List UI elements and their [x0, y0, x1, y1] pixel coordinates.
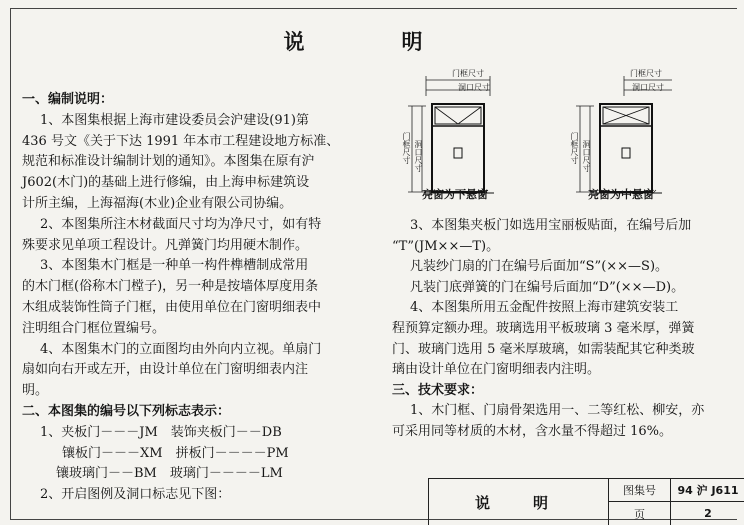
text-line: 璃由设计单位在门窗明细表内注明。 [392, 362, 601, 378]
text-line: 镶玻璃门－－BM 玻璃门－－－－LM [56, 466, 283, 482]
text-line: 可采用同等材质的木材，含水量不得超过 16%。 [392, 424, 673, 439]
atlas-number-value: 94 沪 J611 [671, 479, 744, 502]
title-block [428, 478, 744, 525]
text-line: 1、本图集根据上海市建设委员会沪建设(91)第 [40, 112, 309, 128]
atlas-number-label: 图集号 [609, 479, 671, 502]
text-line: 凡装门底弹簧的门在编号后面加“D”(××—D)。 [410, 279, 685, 295]
frame-size-label-side: 门框尺寸 [402, 132, 411, 164]
text-line: 1、木门框、门扇骨架选用一、二等红松、柳安，亦 [410, 403, 705, 419]
door-diagram-bottom-hung [404, 70, 514, 210]
text-line: 明。 [22, 383, 49, 399]
title-block-name: 说 明 [429, 479, 609, 525]
text-line: 1、夹板门－－－JM 装饰夹板门－－DB [40, 424, 282, 440]
text-line: 2、开启图例及洞口标志见下图： [40, 487, 231, 503]
opening-size-label-side: 洞口尺寸 [582, 140, 591, 172]
opening-size-label-top: 洞口尺寸 [632, 83, 664, 92]
text-line: 殊要求见单项工程设计。凡弹簧门均用硬木制作。 [22, 237, 309, 253]
text-line: 3、本图集夹板门如选用宝丽板贴面，在编号后加 [410, 218, 692, 233]
page-number-value: 2 [704, 507, 712, 520]
text-line: 的木门框(俗称木门樘子)，另一种是按墙体厚度用条 [22, 279, 319, 295]
text-line: 4、本图集木门的立面图均由外向内立视。单扇门 [40, 341, 322, 357]
text-line: 门、玻璃门选用 5 毫米厚玻璃，如需装配其它种类玻 [392, 341, 695, 357]
text-line: 镶板门－－－XM 拼板门－－－－PM [62, 445, 289, 461]
frame-size-label-top: 门框尺寸 [630, 69, 662, 78]
text-line: 木组成装饰性筒子门框，由使用单位在门窗明细表中 [22, 300, 322, 315]
frame-size-label-top: 门框尺寸 [452, 69, 484, 78]
text-line: 规范和标准设计编制计划的通知》。本图集在原有沪 [22, 154, 315, 170]
text-line: 注明组合门框位置编号。 [22, 320, 166, 336]
opening-size-label-side: 洞口尺寸 [414, 140, 423, 172]
page-title: 说 明 [283, 30, 461, 54]
text-line: 扇如向右开或左开，由设计单位在门窗明细表内注 [22, 362, 309, 378]
text-line: 凡装纱门扇的门在编号后面加“S”(××—S)。 [410, 259, 669, 275]
text-line: 436 号文《关于下达 1991 年本市工程建设地方标准、 [22, 133, 340, 149]
text-line: 程预算定额办理。玻璃选用平板玻璃 3 毫米厚，弹簧 [392, 321, 695, 336]
text-line: 2、本图集所注木材截面尺寸均为净尺寸，如有特 [40, 216, 322, 232]
section-heading: 二、本图集的编号以下列标志表示： [22, 404, 231, 419]
text-line: “T”(JM××—T)。 [392, 238, 500, 254]
text-line: J602(木门)的基础上进行修编，由上海申标建筑设 [22, 175, 310, 191]
opening-size-label-top: 洞口尺寸 [458, 83, 490, 92]
diagram-caption: 亮窗为中悬窗 [588, 188, 654, 201]
section-heading: 一、编制说明： [22, 92, 114, 107]
text-line: 3、本图集木门框是一种单一构件榫槽制成常用 [40, 258, 309, 274]
text-line: 4、本图集所用五金配件按照上海市建筑安装工 [410, 300, 679, 316]
text-line: 计所主编，上海福海(木业)企业有限公司协编。 [22, 196, 293, 211]
diagram-caption: 亮窗为下悬窗 [422, 188, 488, 201]
page-label: 页 [609, 502, 671, 525]
section-heading: 三、技术要求： [392, 382, 484, 398]
frame-size-label-side: 门框尺寸 [570, 132, 579, 164]
door-diagram-center-pivot [562, 70, 672, 210]
